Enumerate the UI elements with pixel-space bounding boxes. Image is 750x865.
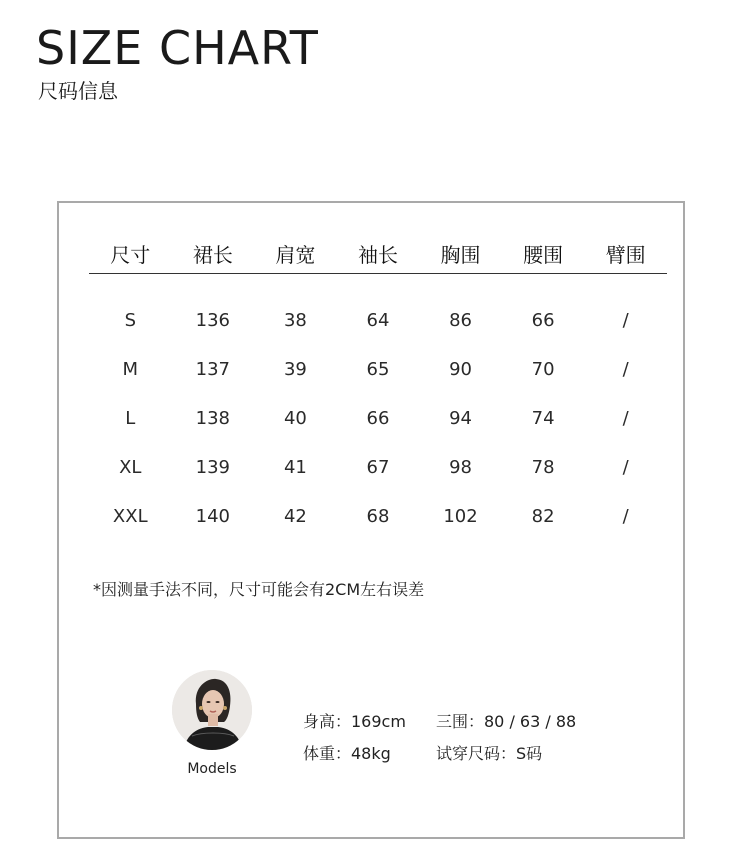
table-cell: /	[622, 506, 629, 527]
table-cell: 138	[195, 408, 231, 429]
table-cell: 64	[366, 310, 390, 331]
model-height: 身高：169cm	[303, 712, 406, 731]
column-header-dress-length: 裙长	[172, 233, 255, 274]
table-cell: 139	[195, 457, 231, 478]
model-avatar	[172, 670, 252, 750]
table-cell: 66	[531, 310, 555, 331]
table-cell: 78	[531, 457, 555, 478]
table-cell: 66	[366, 408, 390, 429]
model-portrait-icon	[172, 670, 252, 750]
column-header-shoulder: 肩宽	[254, 233, 337, 274]
model-measurements: 三围：80 / 63 / 88	[436, 712, 577, 731]
table-cell: 39	[283, 359, 307, 380]
table-cell: 38	[283, 310, 307, 331]
table-cell: 136	[195, 310, 231, 331]
table-cell: 86	[449, 310, 472, 331]
table-row	[89, 394, 667, 443]
table-cell: 67	[366, 457, 390, 478]
table-cell: XL	[119, 457, 142, 478]
table-cell: L	[125, 408, 136, 429]
table-cell: 68	[366, 506, 390, 527]
column-header-bust: 胸围	[419, 233, 502, 274]
table-row	[89, 296, 667, 345]
column-header-waist: 腰围	[502, 233, 585, 274]
table-cell: 98	[449, 457, 472, 478]
table-cell: XXL	[112, 506, 148, 527]
table-row	[89, 492, 667, 541]
table-cell: 90	[449, 359, 472, 380]
measurement-note: *因测量手法不同，尺寸可能会有2CM左右误差	[93, 580, 425, 599]
table-cell: /	[622, 408, 629, 429]
table-cell: /	[622, 457, 629, 478]
table-cell: 140	[195, 506, 231, 527]
table-cell: S	[124, 310, 136, 331]
table-cell: 42	[283, 506, 307, 527]
table-row	[89, 443, 667, 492]
table-cell: 41	[283, 457, 307, 478]
model-try-size: 试穿尺码：S码	[436, 744, 543, 763]
table-cell: 94	[449, 408, 472, 429]
table-cell: 102	[443, 506, 478, 527]
table-header-row	[89, 233, 667, 274]
model-weight: 体重：48kg	[303, 744, 391, 763]
table-cell: 70	[531, 359, 555, 380]
table-cell: 74	[531, 408, 555, 429]
table-row	[89, 345, 667, 394]
column-header-size: 尺寸	[89, 233, 172, 274]
models-label: Models	[187, 761, 237, 777]
table-cell: 40	[283, 408, 307, 429]
table-cell: M	[122, 359, 139, 380]
page-subtitle: 尺码信息	[38, 79, 118, 103]
table-cell: 82	[531, 506, 555, 527]
table-cell: /	[622, 310, 629, 331]
size-table	[89, 233, 667, 541]
column-header-arm: 臂围	[584, 233, 667, 274]
table-cell: 137	[195, 359, 231, 380]
size-chart-card	[57, 201, 685, 839]
table-cell: 65	[366, 359, 390, 380]
table-cell: /	[622, 359, 629, 380]
page-title: SIZE CHART	[36, 21, 319, 75]
column-header-sleeve: 袖长	[337, 233, 420, 274]
